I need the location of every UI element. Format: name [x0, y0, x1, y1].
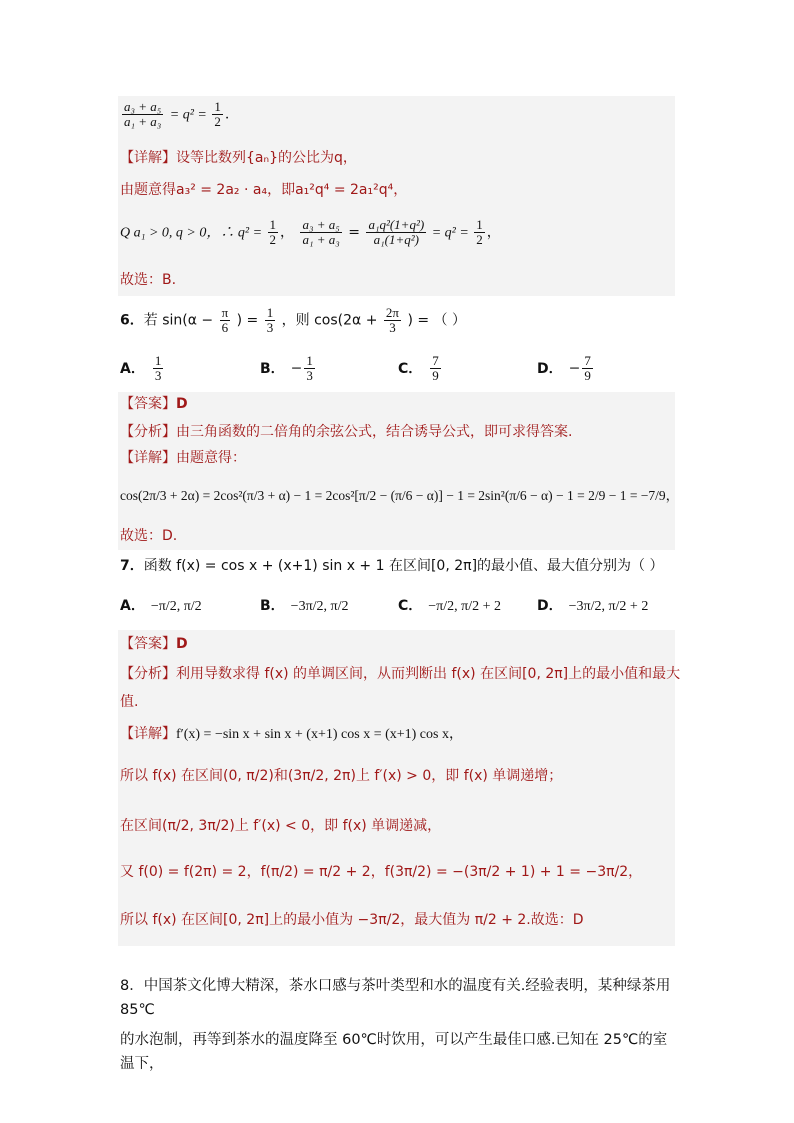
q7-analysis-2: 值.: [120, 694, 139, 710]
q6-option-d[interactable]: D． − $\frac{7}{9}$: [537, 353, 591, 383]
q5-line3: Q a₁ > 0, q > 0，∴ q² = $\frac{1}{2}$ ， $\frac{\text{a₃ + a₅}}{\text{a₁ + a₃}}$ = $\frac{\text{a₁q²(1+q²)}}{\text{a₁(1+q²)}}$ = q² = $\frac{1}{2}$ ，: [120, 217, 501, 247]
q6-equation: cos(2π/3 + 2α) = 2cos²(π/3 + α) − 1 = 2cos²[π/2 − (π/6 − α)] − 1 = 2sin²(π/6 − α) − 1 = 2/9 − 1 = −7/9，: [120, 488, 680, 503]
q7-detail: 【详解】f′(x) = −sin x + sin x + (x+1) cos x = (x+1) cos x，: [120, 726, 463, 742]
fraction: $\frac{\text{a₁q²(1+q²)}}{\text{a₁(1+q²)}}$: [368, 217, 425, 247]
q6-option-c[interactable]: C． $\frac{7}{9}$: [398, 353, 439, 383]
q6-option-b[interactable]: B． − $\frac{1}{3}$: [260, 353, 313, 383]
q6-choose: 故选：D.: [120, 528, 178, 544]
q8-line-1: 8．中国茶文化博大精深，茶水口感与茶叶类型和水的温度有关.经验表明，某种绿茶用 85℃: [120, 978, 671, 1018]
q5-detail: 【详解】设等比数列{aₙ}的公比为q，: [120, 150, 357, 166]
fraction: $\frac{1}{2}$: [214, 99, 221, 129]
q7-option-a[interactable]: A． −π/2, π/2: [120, 598, 202, 614]
fraction: $\frac{\text{a₃ + a₅}}{\text{a₁ + a₃}}$: [124, 99, 162, 129]
fraction: $\frac{\pi}{6}$: [221, 305, 229, 335]
q6-answer: 【答案】D: [120, 396, 188, 412]
q7-decreasing: 在区间(π/2, 3π/2)上 f′(x) < 0，即 f(x) 单调递减，: [120, 818, 442, 834]
q5-choose: 故选：B.: [120, 272, 177, 288]
q6-detail: 【详解】由题意得：: [120, 450, 246, 466]
fraction: $\frac{1}{3}$: [266, 305, 274, 335]
fraction: $\frac{7}{9}$: [584, 353, 591, 383]
fraction: $\frac{1}{3}$: [154, 353, 162, 383]
q7-option-d[interactable]: D． −3π/2, π/2 + 2: [537, 598, 649, 614]
fraction: $\frac{1}{2}$: [476, 217, 483, 247]
q5-ratio-line: $\frac{\text{a₃ + a₅}}{\text{a₁ + a₃}}$ = q² = $\frac{1}{2}$ .: [124, 99, 230, 129]
q6-stem: 6．若 sin(α − $\frac{\pi}{6}$ ) = $\frac{1}{3}$ ，则 cos(2α + $\frac{2\pi}{3}$ ) = （ ）: [120, 305, 466, 335]
q7-option-b[interactable]: B． −3π/2, π/2: [260, 598, 349, 614]
q7-answer: 【答案】D: [120, 636, 188, 652]
q6-option-a[interactable]: A． $\frac{1}{3}$: [120, 353, 162, 383]
q7-option-c[interactable]: C． −π/2, π/2 + 2: [398, 598, 501, 614]
fraction: $\frac{\text{a₃ + a₅}}{\text{a₁ + a₃}}$: [302, 217, 340, 247]
q8-line-2: 的水泡制，再等到茶水的温度降至 60℃时饮用，可以产生最佳口感.已知在 25℃的室温下，: [120, 1032, 668, 1072]
fraction: $\frac{2\pi}{3}$: [385, 305, 399, 335]
answer-block-q6: [118, 392, 675, 550]
q7-values: 又 f(0) = f(2π) = 2，f(π/2) = π/2 + 2，f(3π/2) = −(3π/2 + 1) + 1 = −3π/2，: [120, 864, 643, 880]
fraction: $\frac{7}{9}$: [432, 353, 439, 383]
q7-result: 所以 f(x) 在区间[0, 2π]上的最小值为 −3π/2，最大值为 π/2 + 2.故选：D: [120, 912, 584, 928]
fraction: $\frac{1}{2}$: [269, 217, 277, 247]
q6-analysis: 【分析】由三角函数的二倍角的余弦公式，结合诱导公式，即可求得答案.: [120, 424, 573, 440]
q5-line2: 由题意得a₃² = 2a₂ · a₄，即a₁²q⁴ = 2a₁²q⁴，: [120, 182, 408, 198]
fraction: $\frac{1}{3}$: [306, 353, 313, 383]
q7-stem: 7．函数 f(x) = cos x + (x+1) sin x + 1 在区间[0, 2π]的最小值、最大值分别为（ ）: [120, 558, 664, 574]
q7-increasing: 所以 f(x) 在区间(0, π/2)和(3π/2, 2π)上 f′(x) > 0，即 f(x) 单调递增；: [120, 768, 563, 784]
q7-analysis-1: 【分析】利用导数求得 f(x) 的单调区间，从而判断出 f(x) 在区间[0, 2π]上的最小值和最大: [120, 666, 681, 682]
q8-stem: [120, 974, 680, 1076]
